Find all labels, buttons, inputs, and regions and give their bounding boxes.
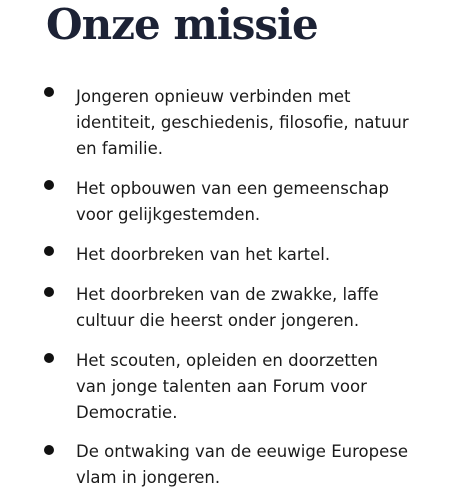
list-item-text: Het doorbreken van de zwakke, laffe cultuur die heerst onder jongeren. — [76, 285, 379, 330]
list-item-text: Het opbouwen van een gemeenschap voor gelijkgestemden. — [76, 179, 389, 224]
bullet-icon — [44, 287, 54, 297]
list-item-text: Jongeren opnieuw verbinden met identiteit, geschiedenis, filosofie, natuur en familie. — [76, 87, 409, 158]
bullet-icon — [44, 87, 54, 97]
bullet-icon — [44, 246, 54, 256]
bullet-icon — [44, 353, 54, 363]
list-item-text: De ontwaking van de eeuwige Europese vlam in jongeren. — [76, 442, 408, 487]
bullet-icon — [44, 445, 54, 455]
bullet-icon — [44, 180, 54, 190]
list-item-text: Het doorbreken van het kartel. — [76, 245, 331, 264]
page-title: Onze missie — [46, 0, 318, 49]
list-item-text: Het scouten, opleiden en doorzetten van jonge talenten aan Forum voor Democratie. — [76, 351, 378, 422]
